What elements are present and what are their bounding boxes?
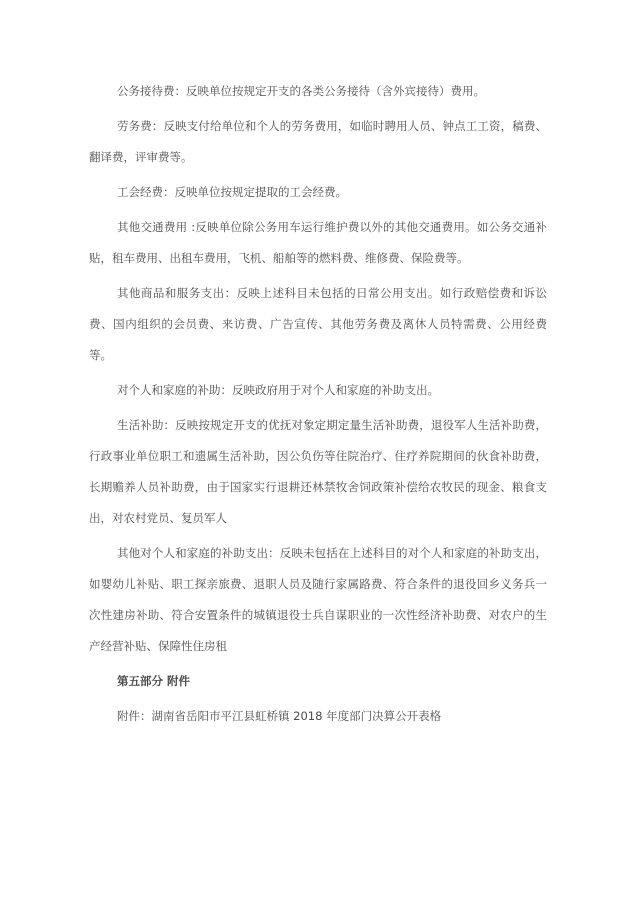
section-heading: 第五部分 附件 [117, 674, 191, 688]
doc-paragraph: 其他对个人和家庭的补助支出：反映未包括在上述科目的对个人和家庭的补助支出，如婴幼儿补贴、职工探亲旅费、退职人员及随行家属路费、符合条件的退役回乡义务兵一次性建房补助、符合安置条件的城镇退役士兵自谋职业的一次性经济补助费、对农户的生产经营补贴、保障性住房租 [89, 546, 547, 653]
doc-paragraph: 生活补助：反映按规定开支的优抚对象定期定量生活补助费，退役军人生活补助费，行政事业单位职工和遗属生活补助，因公负伤等住院治疗、住疗养院期间的伙食补助费，长期赡养人员补助费，由于国家实行退耕还林禁牧舍饲政策补偿给农牧民的现金、粮食支出，对农村党员、复员军人 [89, 418, 547, 525]
attachment-line: 附件：湖南省岳阳市平江县虹桥镇 2018 年度部门决算公开表格 [117, 709, 442, 723]
doc-paragraph: 劳务费：反映支付给单位和个人的劳务费用，如临时聘用人员、钟点工工资，稿费、翻译费，评审费等。 [89, 119, 547, 164]
doc-paragraph: 其他交通费用 :反映单位除公务用车运行维护费以外的其他交通费用。如公务交通补贴，租车费用、出租车费用，飞机、船舶等的燃料费、维修费、保险费等。 [89, 220, 547, 265]
doc-paragraph: 公务接待费：反映单位按规定开支的各类公务接待（含外宾接待）费用。 [117, 84, 485, 98]
doc-paragraph: 工会经费：反映单位按规定提取的工会经费。 [117, 185, 347, 199]
document-body [89, 76, 547, 736]
doc-paragraph: 对个人和家庭的补助：反映政府用于对个人和家庭的补助支出。 [117, 383, 439, 397]
doc-paragraph: 其他商品和服务支出：反映上述科目未包括的日常公用支出。如行政赔偿费和诉讼费、国内组织的会员费、来访费、广告宣传、其他劳务费及离休人员特需费、公用经费等。 [89, 286, 547, 362]
